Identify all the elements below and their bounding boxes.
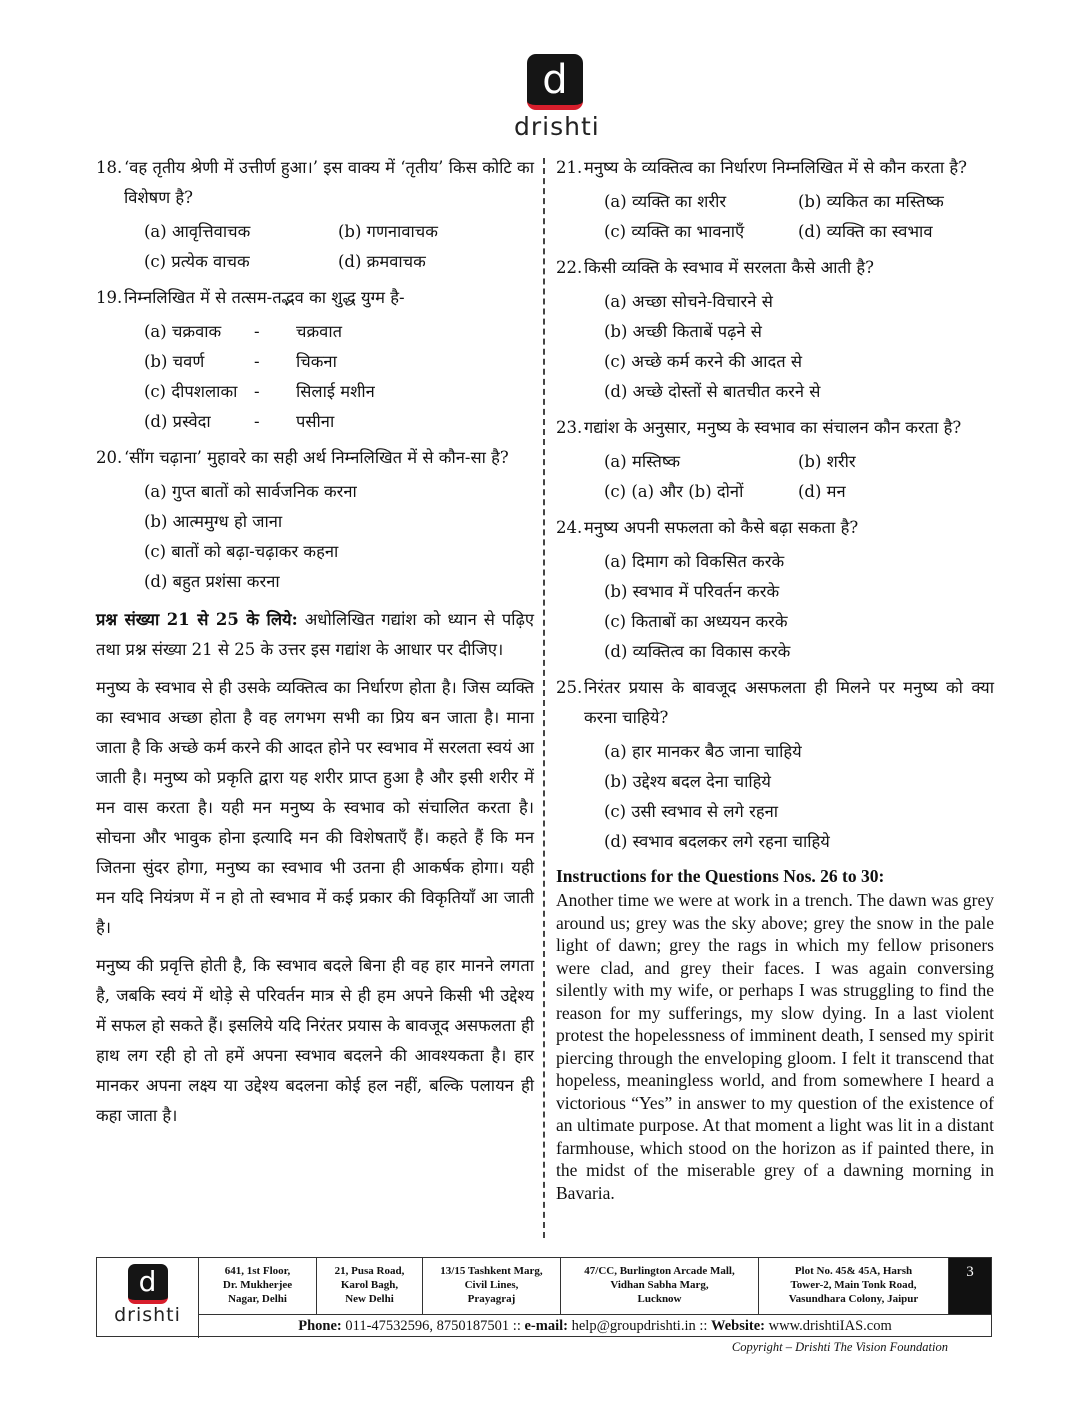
- drishti-logo: [514, 54, 600, 141]
- question-21: 21. मनुष्य के व्यक्तित्व का निर्धारण निम्नलिखित में से कौन करता है?: [556, 158, 967, 177]
- option-c: (c) दीपशलाका - सिलाई मशीन: [144, 382, 375, 401]
- option-b: (b) व्यकित का मस्तिष्क: [798, 192, 944, 211]
- address-prayagraj: 13/15 Tashkent Marg, Civil Lines, Prayagraj: [423, 1258, 561, 1314]
- option-d: (d) स्वभाव बदलकर लगे रहना चाहिये: [604, 832, 830, 851]
- left-column: [96, 153, 534, 1131]
- option-d: (d) व्यक्तित्व का विकास करके: [604, 642, 791, 661]
- option-d: (d) अच्छे दोस्तों से बातचीत करने से: [604, 382, 821, 401]
- copyright: Copyright – Drishti The Vision Foundation: [731, 1340, 948, 1354]
- question-18: 18. ‘वह तृतीय श्रेणी में उत्तीर्ण हुआ।’ इस वाक्य में ‘तृतीय’ किस कोटि का विशेषण है?: [96, 158, 534, 207]
- question-20: 20. ‘सींग चढ़ाना’ मुहावरे का सही अर्थ निम्नलिखित में से कौन-सा है?: [96, 448, 509, 467]
- option-c: (c) (a) और (b) दोनों: [604, 482, 744, 501]
- option-b: (b) चवर्ण - चिकना: [144, 352, 337, 371]
- question-24-options: [556, 547, 994, 667]
- option-a: (a) गुप्त बातों को सार्वजनिक करना: [144, 482, 357, 501]
- question-20-options: [96, 477, 534, 597]
- question-21-options: [556, 187, 994, 247]
- logo-mark: d: [527, 54, 583, 110]
- option-b: (b) शरीर: [798, 452, 856, 471]
- option-d: (d) क्रमवाचक: [338, 252, 426, 271]
- option-a: (a) अच्छा सोचने-विचारने से: [604, 292, 773, 311]
- option-d: (d) बहुत प्रशंसा करना: [144, 572, 280, 591]
- option-c: (c) अच्छे कर्म करने की आदत से: [604, 352, 803, 371]
- option-c: (c) व्यक्ति का भावनाएँ: [604, 222, 745, 241]
- question-22-options: [556, 287, 994, 407]
- option-a: (a) आवृत्तिवाचक: [144, 222, 251, 241]
- address-delhi-mukherjee-nagar: 641, 1st Floor, Dr. Mukherjee Nagar, Delhi: [199, 1258, 317, 1314]
- option-b: (b) अच्छी किताबें पढ़ने से: [604, 322, 762, 341]
- option-d: (d) प्रस्वेदा - पसीना: [144, 412, 335, 431]
- address-jaipur: Plot No. 45& 45A, Harsh Tower-2, Main Tonk Road, Vasundhara Colony, Jaipur: [759, 1258, 949, 1314]
- option-d: (d) व्यक्ति का स्वभाव: [798, 222, 933, 241]
- question-25-options: [556, 737, 994, 857]
- address-karol-bagh: 21, Pusa Road, Karol Bagh, New Delhi: [317, 1258, 423, 1314]
- question-19-options: [96, 317, 534, 437]
- option-d: (d) मन: [798, 482, 846, 501]
- page-number: 3: [949, 1258, 991, 1314]
- email-link[interactable]: help@groupdrishti.in ::: [567, 1318, 712, 1334]
- address-lucknow: 47/CC, Burlington Arcade Mall, Vidhan Sabha Marg, Lucknow: [561, 1258, 759, 1314]
- passage-instruction: प्रश्न संख्या 21 से 25 के लिये: अधोलिखित गद्यांश को ध्यान से पढ़िए तथा प्रश्न संख्या 21 से 25 के उत्तर इस गद्यांश के आधार पर दीजिए।: [96, 610, 534, 659]
- question-24: 24. मनुष्य अपनी सफलता को कैसे बढ़ा सकता है?: [556, 518, 859, 537]
- logo-mark: d: [128, 1264, 168, 1304]
- right-column: [556, 153, 994, 1204]
- option-b: (b) उद्देश्य बदल देना चाहिये: [604, 772, 771, 791]
- option-a: (a) मस्तिष्क: [604, 452, 681, 471]
- question-25: 25. निरंतर प्रयास के बावजूद असफलता ही मिलने पर मनुष्य को क्या करना चाहिये?: [556, 678, 994, 727]
- question-23-options: [556, 447, 994, 507]
- option-c: (c) प्रत्येक वाचक: [144, 252, 250, 271]
- logo-wordmark: drishti: [514, 112, 600, 141]
- address-row: [199, 1258, 991, 1314]
- option-a: (a) चक्रवाक - चक्रवात: [144, 322, 343, 341]
- question-23: 23. गद्यांश के अनुसार, मनुष्य के स्वभाव का संचालन कौन करता है?: [556, 418, 962, 437]
- option-a: (a) व्यक्ति का शरीर: [604, 192, 727, 211]
- english-passage: Another time we were at work in a trench. The dawn was grey around us; grey was the sky above; grey the snow in the pale light of dawn; grey the rags in which my fellow prisoners were clad, and grey their faces. I was again conversing silently with my wife, or perhaps I was struggling to find the reason for my sufferings, my slow dying. In a last violent protest the hopelessness of imminent death, I sensed my spirit piercing through the enveloping gloom. I felt it transcend that hopeless, meaningless world, and from somewhere I heard a victorious “Yes” in answer to my question of the existence of an ultimate purpose. At that moment a light was lit in a distant farmhouse, which stood on the horizon as if painted there, in the midst of the miserable grey of a dawning morning in Bavaria.: [556, 890, 994, 1203]
- option-c: (c) बातों को बढ़ा-चढ़ाकर कहना: [144, 542, 339, 561]
- option-b: (b) स्वभाव में परिवर्तन करके: [604, 582, 780, 601]
- option-c: (c) किताबों का अध्ययन करके: [604, 612, 788, 631]
- passage-paragraph-2: मनुष्य की प्रवृत्ति होती है, कि स्वभाव बदले बिना ही वह हार मानने लगता है, जबकि स्वयं में थोड़े से परिवर्तन मात्र से ही हम अपने किसी भी उद्देश्य में सफल हो सकते हैं। इसलिये यदि निरंतर प्रयास के बावजूद असफलता ही हाथ लग रही हो तो हमें अपना स्वभाव बदलने की आवश्यकता है। हार मानकर अपना लक्ष्य या उद्देश्य बदलना कोई हल नहीं, बल्कि पलायन ही कहा जाता है।: [96, 956, 534, 1125]
- footer-logo: [97, 1258, 199, 1338]
- footer: [96, 1257, 992, 1337]
- question-18-options: [96, 217, 534, 277]
- website-link[interactable]: www.drishtiIAS.com: [765, 1318, 892, 1334]
- logo-wordmark: drishti: [114, 1304, 181, 1326]
- option-c: (c) उसी स्वभाव से लगे रहना: [604, 802, 779, 821]
- option-b: (b) गणनावाचक: [338, 222, 438, 241]
- option-b: (b) आत्ममुग्ध हो जाना: [144, 512, 283, 531]
- passage-paragraph-1: मनुष्य के स्वभाव से ही उसके व्यक्तित्व का निर्धारण होता है। जिस व्यक्ति का स्वभाव अच्छा होता है वह लगभग सभी का प्रिय बन जाता है। माना जाता है कि अच्छे कर्म करने की आदत होने पर स्वभाव में सरलता स्वयं आ जाती है। मनुष्य को प्रकृति द्वारा यह शरीर प्राप्त हुआ है और इसी शरीर में मन वास करता है। यही मन मनुष्य के स्वभाव को संचालित करता है। सोचना और भावुक होना इत्यादि मन की विशेषताएँ हैं। कहते हैं कि मन जितना सुंदर होगा, मनुष्य का स्वभाव भी उतना ही आकर्षक होगा। यही मन यदि नियंत्रण में न हो तो स्वभाव में कई प्रकार की विकृतियाँ आ जाती है।: [96, 678, 534, 937]
- option-a: (a) हार मानकर बैठ जाना चाहिये: [604, 742, 802, 761]
- contact-line: Phone: 011-47532596, 8750187501 :: e-mail: help@groupdrishti.in :: Website: www.drishtiIAS.com: [199, 1314, 991, 1338]
- column-divider: [543, 158, 545, 1238]
- english-instructions-heading: Instructions for the Questions Nos. 26 to 30:: [556, 866, 885, 886]
- question-19: 19. निम्नलिखित में से तत्सम-तद्भव का शुद्ध युग्म है-: [96, 288, 405, 307]
- question-22: 22. किसी व्यक्ति के स्वभाव में सरलता कैसे आती है?: [556, 258, 874, 277]
- option-a: (a) दिमाग को विकसित करके: [604, 552, 785, 571]
